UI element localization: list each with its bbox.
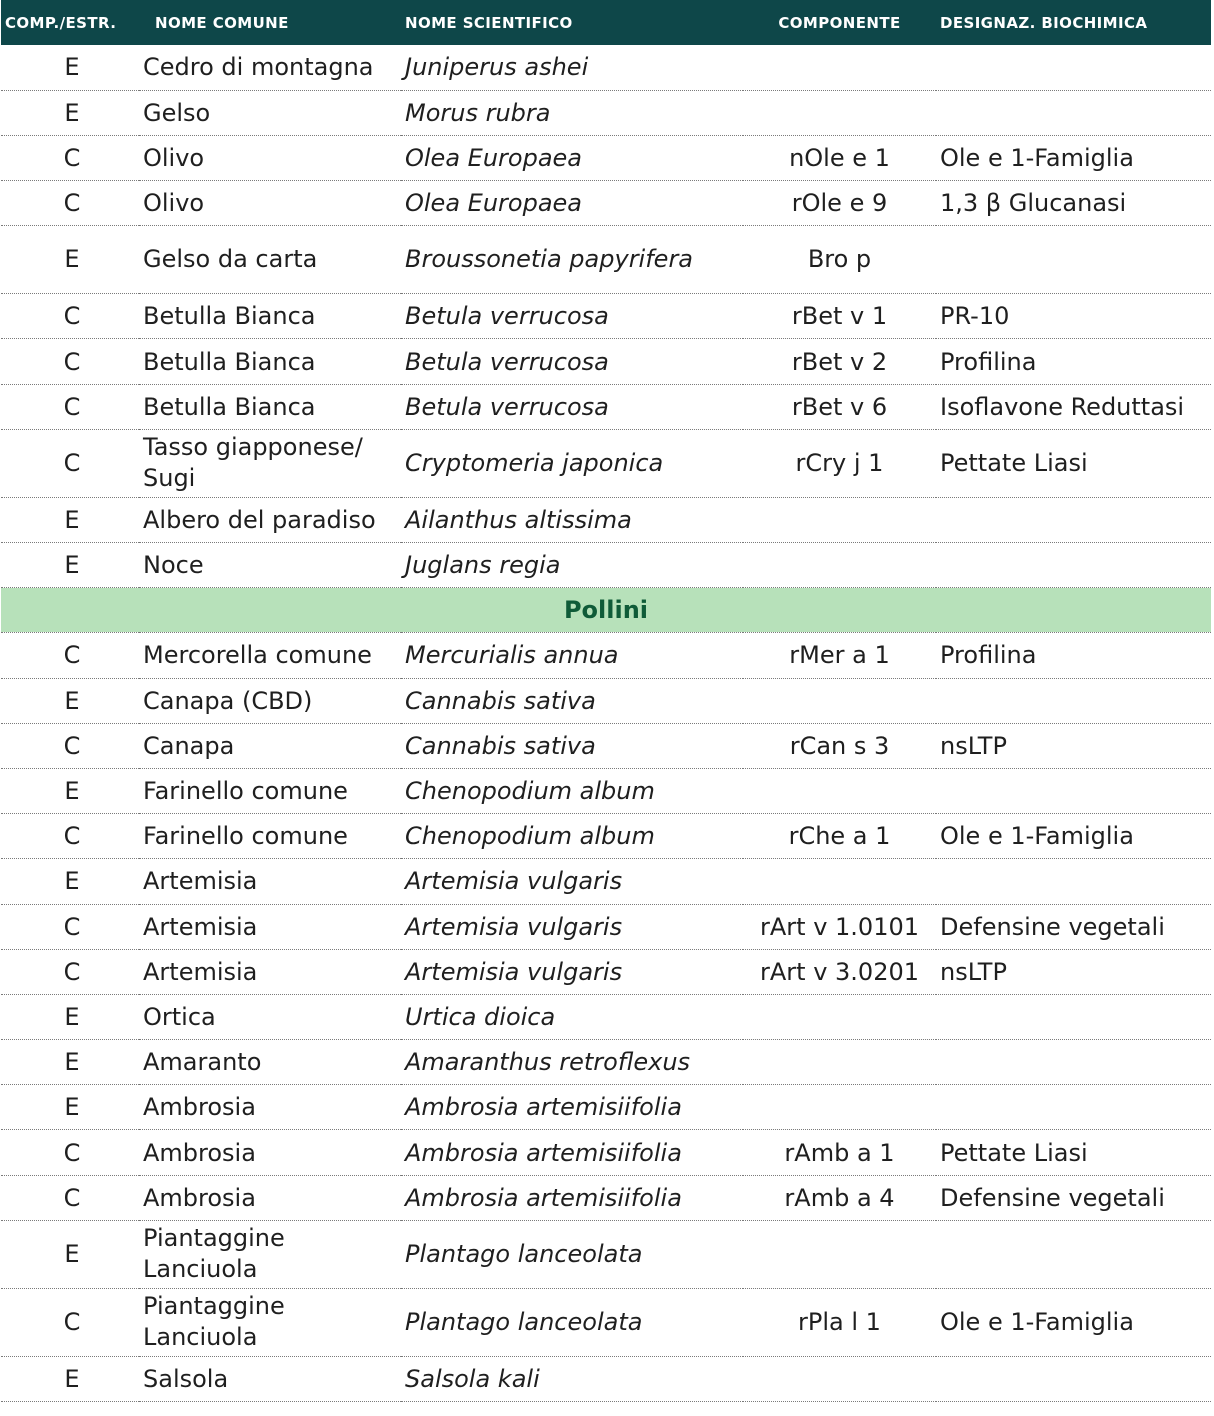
scientific-name-cell: Ambrosia artemisiifolia bbox=[401, 1085, 743, 1130]
comp-estr-letter: E bbox=[64, 551, 80, 580]
common-name-cell: Ambrosia bbox=[139, 1085, 401, 1130]
scientific-name-cell: Betula verrucosa bbox=[401, 294, 743, 339]
table-row bbox=[1, 1220, 1211, 1288]
comp-estr-cell bbox=[1, 339, 139, 384]
comp-estr-letter: E bbox=[64, 1048, 80, 1077]
header-designaz-biochimica: DESIGNAZ. BIOCHIMICA bbox=[936, 0, 1211, 45]
component-cell: rArt v 3.0201 bbox=[743, 949, 936, 994]
component-cell: rChe a 1 bbox=[743, 814, 936, 859]
table-row bbox=[1, 633, 1211, 678]
comp-estr-cell bbox=[1, 768, 139, 813]
comp-estr-letter: E bbox=[64, 1002, 80, 1031]
comp-estr-letter: E bbox=[64, 867, 80, 896]
common-name-cell: Artemisia bbox=[139, 904, 401, 949]
table-row bbox=[1, 543, 1211, 588]
table-row bbox=[1, 949, 1211, 994]
component-cell: rPla l 1 bbox=[743, 1288, 936, 1356]
table-row bbox=[1, 723, 1211, 768]
component-cell: rCan s 3 bbox=[743, 723, 936, 768]
biochem-designation-cell: Pettate Liasi bbox=[936, 429, 1211, 497]
common-name-cell: Ambrosia bbox=[139, 1175, 401, 1220]
table-row bbox=[1, 904, 1211, 949]
table-row bbox=[1, 181, 1211, 226]
component-cell bbox=[743, 543, 936, 588]
scientific-name-cell: Chenopodium album bbox=[401, 814, 743, 859]
component-cell bbox=[743, 90, 936, 135]
common-name-cell: Canapa (CBD) bbox=[139, 678, 401, 723]
allergen-table bbox=[1, 0, 1211, 1402]
comp-estr-cell bbox=[1, 135, 139, 180]
comp-estr-letter: E bbox=[64, 245, 80, 274]
component-cell: rMer a 1 bbox=[743, 633, 936, 678]
component-cell bbox=[743, 45, 936, 90]
table-row bbox=[1, 1085, 1211, 1130]
common-name-cell: Farinello comune bbox=[139, 768, 401, 813]
biochem-designation-cell: Profilina bbox=[936, 339, 1211, 384]
component-cell: rAmb a 4 bbox=[743, 1175, 936, 1220]
component-cell: rOle e 9 bbox=[743, 181, 936, 226]
comp-estr-cell bbox=[1, 1085, 139, 1130]
comp-estr-cell bbox=[1, 1220, 139, 1288]
biochem-designation-cell: Ole e 1-Famiglia bbox=[936, 135, 1211, 180]
table-row bbox=[1, 1175, 1211, 1220]
common-name-cell: Artemisia bbox=[139, 949, 401, 994]
biochem-designation-cell: 1,3 β Glucanasi bbox=[936, 181, 1211, 226]
table-row bbox=[1, 1288, 1211, 1356]
table-body bbox=[1, 45, 1211, 1402]
comp-estr-cell bbox=[1, 226, 139, 294]
scientific-name-cell: Artemisia vulgaris bbox=[401, 904, 743, 949]
scientific-name-cell: Urtica dioica bbox=[401, 994, 743, 1039]
biochem-designation-cell: Pettate Liasi bbox=[936, 1130, 1211, 1175]
table-row bbox=[1, 45, 1211, 90]
component-cell bbox=[743, 1220, 936, 1288]
common-name-cell: Piantaggine Lanciuola bbox=[139, 1288, 401, 1356]
component-cell bbox=[743, 1040, 936, 1085]
component-cell bbox=[743, 1356, 936, 1401]
biochem-designation-cell: Ole e 1-Famiglia bbox=[936, 814, 1211, 859]
table-row bbox=[1, 1130, 1211, 1175]
biochem-designation-cell: Defensine vegetali bbox=[936, 1175, 1211, 1220]
biochem-designation-cell bbox=[936, 90, 1211, 135]
biochem-designation-cell bbox=[936, 1040, 1211, 1085]
biochem-designation-cell bbox=[936, 859, 1211, 904]
common-name-cell: Farinello comune bbox=[139, 814, 401, 859]
comp-estr-cell bbox=[1, 904, 139, 949]
table-row bbox=[1, 768, 1211, 813]
comp-estr-cell bbox=[1, 1356, 139, 1401]
biochem-designation-cell bbox=[936, 678, 1211, 723]
comp-estr-cell bbox=[1, 1288, 139, 1356]
scientific-name-cell: Cryptomeria japonica bbox=[401, 429, 743, 497]
scientific-name-cell: Morus rubra bbox=[401, 90, 743, 135]
scientific-name-cell: Chenopodium album bbox=[401, 768, 743, 813]
scientific-name-cell: Betula verrucosa bbox=[401, 339, 743, 384]
comp-estr-letter: C bbox=[63, 302, 81, 331]
component-cell: rBet v 6 bbox=[743, 384, 936, 429]
scientific-name-cell: Cannabis sativa bbox=[401, 723, 743, 768]
component-cell: rAmb a 1 bbox=[743, 1130, 936, 1175]
comp-estr-letter: C bbox=[63, 1307, 81, 1336]
header-componente: COMPONENTE bbox=[743, 0, 936, 45]
comp-estr-letter: C bbox=[63, 1183, 81, 1212]
table-row bbox=[1, 384, 1211, 429]
component-cell bbox=[743, 768, 936, 813]
component-cell: Bro p bbox=[743, 226, 936, 294]
comp-estr-letter: E bbox=[64, 686, 80, 715]
common-name-cell: Gelso da carta bbox=[139, 226, 401, 294]
comp-estr-letter: C bbox=[63, 822, 81, 851]
common-name-cell: Olivo bbox=[139, 135, 401, 180]
comp-estr-cell bbox=[1, 678, 139, 723]
common-name-cell: Noce bbox=[139, 543, 401, 588]
comp-estr-letter: C bbox=[63, 347, 81, 376]
comp-estr-cell bbox=[1, 1130, 139, 1175]
biochem-designation-cell: PR-10 bbox=[936, 294, 1211, 339]
table-row bbox=[1, 814, 1211, 859]
component-cell: rBet v 1 bbox=[743, 294, 936, 339]
biochem-designation-cell: Profilina bbox=[936, 633, 1211, 678]
table-row bbox=[1, 339, 1211, 384]
table-row bbox=[1, 1040, 1211, 1085]
section-label: Pollini bbox=[1, 588, 1211, 633]
comp-estr-letter: E bbox=[64, 777, 80, 806]
comp-estr-letter: C bbox=[63, 143, 81, 172]
comp-estr-cell bbox=[1, 543, 139, 588]
component-cell bbox=[743, 1085, 936, 1130]
common-name-cell: Amaranto bbox=[139, 1040, 401, 1085]
table-row bbox=[1, 1356, 1211, 1401]
comp-estr-cell bbox=[1, 294, 139, 339]
comp-estr-letter: E bbox=[64, 1239, 80, 1268]
scientific-name-cell: Broussonetia papyrifera bbox=[401, 226, 743, 294]
comp-estr-letter: E bbox=[64, 98, 80, 127]
header-nome-scientifico: NOME SCIENTIFICO bbox=[401, 0, 743, 45]
comp-estr-cell bbox=[1, 45, 139, 90]
scientific-name-cell: Ailanthus altissima bbox=[401, 497, 743, 542]
scientific-name-cell: Artemisia vulgaris bbox=[401, 859, 743, 904]
component-cell: rArt v 1.0101 bbox=[743, 904, 936, 949]
biochem-designation-cell: nsLTP bbox=[936, 723, 1211, 768]
comp-estr-cell bbox=[1, 723, 139, 768]
comp-estr-letter: C bbox=[63, 641, 81, 670]
biochem-designation-cell bbox=[936, 45, 1211, 90]
table-row bbox=[1, 497, 1211, 542]
common-name-cell: Ambrosia bbox=[139, 1130, 401, 1175]
biochem-designation-cell bbox=[936, 497, 1211, 542]
common-name-cell: Tasso giapponese/ Sugi bbox=[139, 429, 401, 497]
common-name-cell: Betulla Bianca bbox=[139, 294, 401, 339]
biochem-designation-cell bbox=[936, 1085, 1211, 1130]
common-name-cell: Salsola bbox=[139, 1356, 401, 1401]
scientific-name-cell: Artemisia vulgaris bbox=[401, 949, 743, 994]
scientific-name-cell: Ambrosia artemisiifolia bbox=[401, 1175, 743, 1220]
common-name-cell: Betulla Bianca bbox=[139, 339, 401, 384]
scientific-name-cell: Plantago lanceolata bbox=[401, 1220, 743, 1288]
header-row bbox=[1, 0, 1211, 45]
comp-estr-letter: C bbox=[63, 448, 81, 477]
biochem-designation-cell: Isoflavone Reduttasi bbox=[936, 384, 1211, 429]
comp-estr-cell bbox=[1, 859, 139, 904]
comp-estr-letter: E bbox=[64, 1093, 80, 1122]
comp-estr-cell bbox=[1, 181, 139, 226]
header-comp-estr: COMP./ESTR. bbox=[1, 0, 139, 45]
biochem-designation-cell: Ole e 1-Famiglia bbox=[936, 1288, 1211, 1356]
biochem-designation-cell bbox=[936, 1220, 1211, 1288]
scientific-name-cell: Juglans regia bbox=[401, 543, 743, 588]
comp-estr-cell bbox=[1, 949, 139, 994]
comp-estr-cell bbox=[1, 1175, 139, 1220]
comp-estr-cell bbox=[1, 497, 139, 542]
common-name-cell: Albero del paradiso bbox=[139, 497, 401, 542]
comp-estr-letter: C bbox=[63, 392, 81, 421]
scientific-name-cell: Amaranthus retroflexus bbox=[401, 1040, 743, 1085]
comp-estr-cell bbox=[1, 633, 139, 678]
comp-estr-cell bbox=[1, 429, 139, 497]
scientific-name-cell: Salsola kali bbox=[401, 1356, 743, 1401]
comp-estr-letter: C bbox=[63, 1138, 81, 1167]
scientific-name-cell: Betula verrucosa bbox=[401, 384, 743, 429]
scientific-name-cell: Juniperus ashei bbox=[401, 45, 743, 90]
biochem-designation-cell bbox=[936, 994, 1211, 1039]
scientific-name-cell: Mercurialis annua bbox=[401, 633, 743, 678]
comp-estr-cell bbox=[1, 384, 139, 429]
table-row bbox=[1, 226, 1211, 294]
biochem-designation-cell bbox=[936, 226, 1211, 294]
common-name-cell: Betulla Bianca bbox=[139, 384, 401, 429]
common-name-cell: Piantaggine Lanciuola bbox=[139, 1220, 401, 1288]
comp-estr-letter: E bbox=[64, 1364, 80, 1393]
comp-estr-letter: E bbox=[64, 53, 80, 82]
biochem-designation-cell bbox=[936, 543, 1211, 588]
section-row-pollini bbox=[1, 588, 1211, 633]
common-name-cell: Olivo bbox=[139, 181, 401, 226]
common-name-cell: Canapa bbox=[139, 723, 401, 768]
table-row bbox=[1, 859, 1211, 904]
component-cell: rCry j 1 bbox=[743, 429, 936, 497]
table-row bbox=[1, 678, 1211, 723]
table-row bbox=[1, 294, 1211, 339]
common-name-cell: Artemisia bbox=[139, 859, 401, 904]
comp-estr-cell bbox=[1, 1040, 139, 1085]
biochem-designation-cell: nsLTP bbox=[936, 949, 1211, 994]
common-name-cell: Cedro di montagna bbox=[139, 45, 401, 90]
scientific-name-cell: Plantago lanceolata bbox=[401, 1288, 743, 1356]
comp-estr-cell bbox=[1, 994, 139, 1039]
biochem-designation-cell bbox=[936, 1356, 1211, 1401]
component-cell: rBet v 2 bbox=[743, 339, 936, 384]
comp-estr-letter: C bbox=[63, 731, 81, 760]
table-header bbox=[1, 0, 1211, 45]
biochem-designation-cell bbox=[936, 768, 1211, 813]
biochem-designation-cell: Defensine vegetali bbox=[936, 904, 1211, 949]
component-cell bbox=[743, 497, 936, 542]
common-name-cell: Ortica bbox=[139, 994, 401, 1039]
component-cell bbox=[743, 994, 936, 1039]
common-name-cell: Gelso bbox=[139, 90, 401, 135]
comp-estr-letter: C bbox=[63, 189, 81, 218]
header-nome-comune: NOME COMUNE bbox=[139, 0, 401, 45]
comp-estr-letter: C bbox=[63, 912, 81, 941]
comp-estr-letter: C bbox=[63, 957, 81, 986]
scientific-name-cell: Olea Europaea bbox=[401, 135, 743, 180]
component-cell bbox=[743, 859, 936, 904]
scientific-name-cell: Ambrosia artemisiifolia bbox=[401, 1130, 743, 1175]
scientific-name-cell: Olea Europaea bbox=[401, 181, 743, 226]
common-name-cell: Mercorella comune bbox=[139, 633, 401, 678]
table-row bbox=[1, 135, 1211, 180]
comp-estr-cell bbox=[1, 814, 139, 859]
component-cell bbox=[743, 678, 936, 723]
comp-estr-letter: E bbox=[64, 505, 80, 534]
comp-estr-cell bbox=[1, 90, 139, 135]
scientific-name-cell: Cannabis sativa bbox=[401, 678, 743, 723]
table-row bbox=[1, 994, 1211, 1039]
table-row bbox=[1, 429, 1211, 497]
table-row bbox=[1, 90, 1211, 135]
component-cell: nOle e 1 bbox=[743, 135, 936, 180]
